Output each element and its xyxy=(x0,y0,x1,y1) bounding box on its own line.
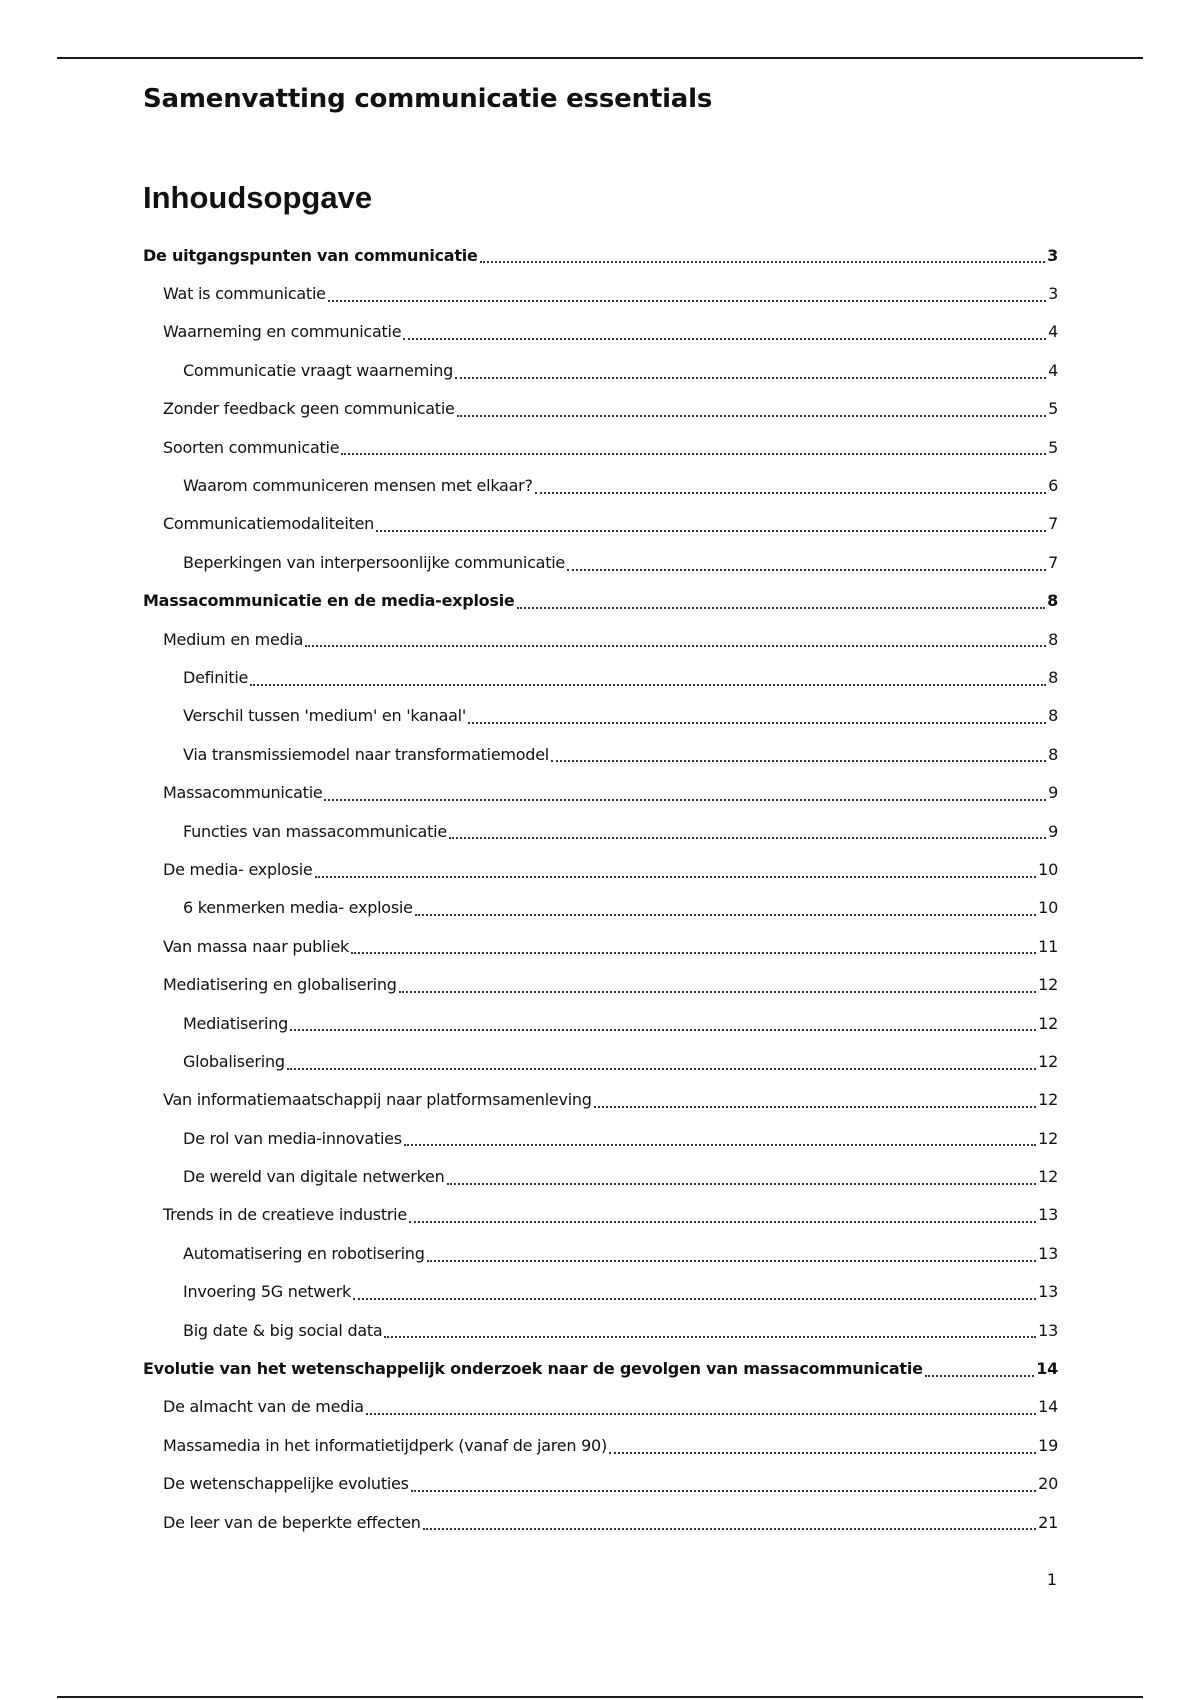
toc-entry-label: 6 kenmerken media- explosie xyxy=(183,898,413,918)
toc-entry-label: Via transmissiemodel naar transformatiemodel xyxy=(183,744,549,764)
toc-entry-page-number: 12 xyxy=(1038,975,1058,995)
toc-entry-page-number: 8 xyxy=(1048,706,1058,726)
toc-dot-leader xyxy=(594,1106,1036,1108)
toc-dot-leader xyxy=(287,1068,1036,1070)
toc-heading: Inhoudsopgave xyxy=(143,180,373,215)
toc-entry-page-number: 4 xyxy=(1048,322,1058,342)
toc-dot-leader xyxy=(415,914,1036,916)
page-number: 1 xyxy=(1046,1570,1057,1589)
toc-dot-leader xyxy=(328,300,1046,302)
toc-dot-leader xyxy=(423,1528,1036,1530)
toc-dot-leader xyxy=(290,1029,1036,1031)
toc-dot-leader xyxy=(449,837,1046,839)
toc-dot-leader xyxy=(403,338,1046,340)
toc-entry-label: Massacommunicatie xyxy=(163,783,323,803)
toc-entry-label: De almacht van de media xyxy=(163,1397,364,1417)
toc-entry-page-number: 11 xyxy=(1038,936,1058,956)
toc-dot-leader xyxy=(447,1183,1037,1185)
toc-entry-page-number: 21 xyxy=(1038,1512,1058,1532)
toc-entry-page-number: 5 xyxy=(1048,437,1058,457)
toc-dot-leader xyxy=(315,876,1037,878)
toc-entry[interactable] xyxy=(143,850,1058,888)
toc-dot-leader xyxy=(324,799,1046,801)
toc-entry-page-number: 3 xyxy=(1048,284,1058,304)
toc-entry-page-number: 4 xyxy=(1048,360,1058,380)
toc-entry-label: De wereld van digitale netwerken xyxy=(183,1167,445,1187)
toc-entry[interactable] xyxy=(143,735,1058,773)
toc-entry-page-number: 19 xyxy=(1038,1435,1058,1455)
toc-entry-label: Globalisering xyxy=(183,1051,285,1071)
toc-dot-leader xyxy=(366,1413,1036,1415)
toc-dot-leader xyxy=(457,415,1046,417)
toc-dot-leader xyxy=(535,492,1046,494)
toc-entry[interactable] xyxy=(143,351,1058,389)
toc-entry-label: Automatisering en robotisering xyxy=(183,1243,425,1263)
toc-entry-label: De uitgangspunten van communicatie xyxy=(143,245,478,265)
toc-dot-leader xyxy=(480,261,1046,263)
toc-entry-label: Soorten communicatie xyxy=(163,437,340,457)
toc-entry[interactable] xyxy=(143,1426,1058,1464)
toc-entry-label: Invoering 5G netwerk xyxy=(183,1282,352,1302)
toc-entry-page-number: 8 xyxy=(1048,667,1058,687)
toc-entry-page-number: 12 xyxy=(1038,1090,1058,1110)
toc-entry-page-number: 10 xyxy=(1038,898,1058,918)
toc-entry[interactable] xyxy=(143,466,1058,504)
toc-entry-page-number: 20 xyxy=(1038,1474,1058,1494)
toc-entry-label: De media- explosie xyxy=(163,859,313,879)
toc-entry-label: Functies van massacommunicatie xyxy=(183,821,447,841)
toc-entry-label: Waarom communiceren mensen met elkaar? xyxy=(183,476,533,496)
toc-entry-page-number: 12 xyxy=(1038,1051,1058,1071)
toc-dot-leader xyxy=(455,377,1046,379)
toc-entry-label: De leer van de beperkte effecten xyxy=(163,1512,421,1532)
toc-entry-label: Evolutie van het wetenschappelijk onderzoek naar de gevolgen van massacommunicatie xyxy=(143,1359,923,1379)
toc-dot-leader xyxy=(399,991,1036,993)
table-of-contents xyxy=(143,236,1058,1541)
toc-dot-leader xyxy=(427,1260,1037,1262)
toc-entry[interactable] xyxy=(143,1503,1058,1541)
toc-entry[interactable] xyxy=(143,620,1058,658)
toc-entry[interactable] xyxy=(143,1196,1058,1234)
toc-entry-page-number: 14 xyxy=(1038,1397,1058,1417)
toc-entry-page-number: 8 xyxy=(1048,629,1058,649)
toc-entry[interactable] xyxy=(143,697,1058,735)
toc-entry-page-number: 12 xyxy=(1038,1128,1058,1148)
toc-entry[interactable] xyxy=(143,1311,1058,1349)
toc-entry-page-number: 3 xyxy=(1047,245,1058,265)
toc-dot-leader xyxy=(609,1452,1036,1454)
toc-dot-leader xyxy=(353,1298,1036,1300)
toc-entry-label: Trends in de creatieve industrie xyxy=(163,1205,407,1225)
toc-entry-page-number: 10 xyxy=(1038,859,1058,879)
document-title: Samenvatting communicatie essentials xyxy=(143,84,713,114)
toc-entry-page-number: 12 xyxy=(1038,1013,1058,1033)
toc-entry-label: Van informatiemaatschappij naar platformsamenleving xyxy=(163,1090,592,1110)
toc-entry[interactable] xyxy=(143,1234,1058,1272)
toc-entry-page-number: 13 xyxy=(1038,1282,1058,1302)
toc-entry-label: De rol van media-innovaties xyxy=(183,1128,402,1148)
toc-entry[interactable] xyxy=(143,1388,1058,1426)
toc-dot-leader xyxy=(411,1490,1036,1492)
toc-dot-leader xyxy=(384,1336,1036,1338)
toc-entry[interactable] xyxy=(143,1081,1058,1119)
toc-entry-label: Zonder feedback geen communicatie xyxy=(163,399,455,419)
toc-entry[interactable] xyxy=(143,1119,1058,1157)
toc-entry[interactable] xyxy=(143,927,1058,965)
toc-entry[interactable] xyxy=(143,428,1058,466)
toc-dot-leader xyxy=(305,645,1046,647)
toc-entry-label: Van massa naar publiek xyxy=(163,936,350,956)
toc-entry[interactable] xyxy=(143,658,1058,696)
toc-dot-leader xyxy=(351,952,1036,954)
toc-dot-leader xyxy=(250,684,1046,686)
toc-entry-page-number: 6 xyxy=(1048,476,1058,496)
toc-entry-label: Beperkingen van interpersoonlijke communicatie xyxy=(183,552,565,572)
toc-entry[interactable] xyxy=(143,1273,1058,1311)
toc-dot-leader xyxy=(376,530,1046,532)
toc-entry-label: Communicatiemodaliteiten xyxy=(163,514,375,534)
toc-entry[interactable] xyxy=(143,274,1058,312)
toc-entry[interactable] xyxy=(143,1349,1058,1387)
toc-entry[interactable] xyxy=(143,1042,1058,1080)
toc-dot-leader xyxy=(925,1375,1035,1377)
toc-entry-label: De wetenschappelijke evoluties xyxy=(163,1474,409,1494)
toc-entry[interactable] xyxy=(143,965,1058,1003)
toc-entry-page-number: 5 xyxy=(1048,399,1058,419)
toc-entry-page-number: 9 xyxy=(1048,821,1058,841)
toc-entry-page-number: 13 xyxy=(1038,1320,1058,1340)
toc-dot-leader xyxy=(409,1221,1036,1223)
toc-entry-page-number: 7 xyxy=(1048,552,1058,572)
toc-entry[interactable] xyxy=(143,543,1058,581)
page-bottom-rule xyxy=(57,1696,1143,1698)
page-top-rule xyxy=(57,57,1143,59)
toc-entry-page-number: 14 xyxy=(1036,1359,1058,1379)
toc-entry-page-number: 12 xyxy=(1038,1167,1058,1187)
toc-dot-leader xyxy=(567,569,1046,571)
toc-entry-label: Medium en media xyxy=(163,629,304,649)
toc-entry-label: Wat is communicatie xyxy=(163,284,326,304)
toc-entry[interactable] xyxy=(143,812,1058,850)
toc-entry-page-number: 8 xyxy=(1047,591,1058,611)
toc-dot-leader xyxy=(551,760,1046,762)
toc-dot-leader xyxy=(341,453,1046,455)
toc-entry-page-number: 9 xyxy=(1048,783,1058,803)
toc-entry-page-number: 13 xyxy=(1038,1243,1058,1263)
toc-entry[interactable] xyxy=(143,1465,1058,1503)
toc-entry-label: Mediatisering en globalisering xyxy=(163,975,397,995)
toc-entry[interactable] xyxy=(143,582,1058,620)
toc-entry[interactable] xyxy=(143,773,1058,811)
toc-entry-label: Massacommunicatie en de media-explosie xyxy=(143,591,515,611)
toc-entry-label: Massamedia in het informatietijdperk (vanaf de jaren 90) xyxy=(163,1435,607,1455)
toc-entry-label: Big date & big social data xyxy=(183,1320,383,1340)
toc-entry[interactable] xyxy=(143,236,1058,274)
toc-entry-page-number: 7 xyxy=(1048,514,1058,534)
toc-entry[interactable] xyxy=(143,1157,1058,1195)
toc-entry-label: Mediatisering xyxy=(183,1013,289,1033)
toc-entry[interactable] xyxy=(143,505,1058,543)
toc-entry-label: Verschil tussen 'medium' en 'kanaal' xyxy=(183,706,467,726)
toc-entry[interactable] xyxy=(143,313,1058,351)
toc-entry[interactable] xyxy=(143,889,1058,927)
toc-dot-leader xyxy=(468,722,1046,724)
toc-entry-label: Waarneming en communicatie xyxy=(163,322,402,342)
toc-entry-label: Definitie xyxy=(183,667,249,687)
toc-entry[interactable] xyxy=(143,1004,1058,1042)
toc-dot-leader xyxy=(517,607,1046,609)
toc-entry-label: Communicatie vraagt waarneming xyxy=(183,360,454,380)
toc-entry-page-number: 13 xyxy=(1038,1205,1058,1225)
toc-entry[interactable] xyxy=(143,390,1058,428)
toc-dot-leader xyxy=(404,1144,1036,1146)
toc-entry-page-number: 8 xyxy=(1048,744,1058,764)
